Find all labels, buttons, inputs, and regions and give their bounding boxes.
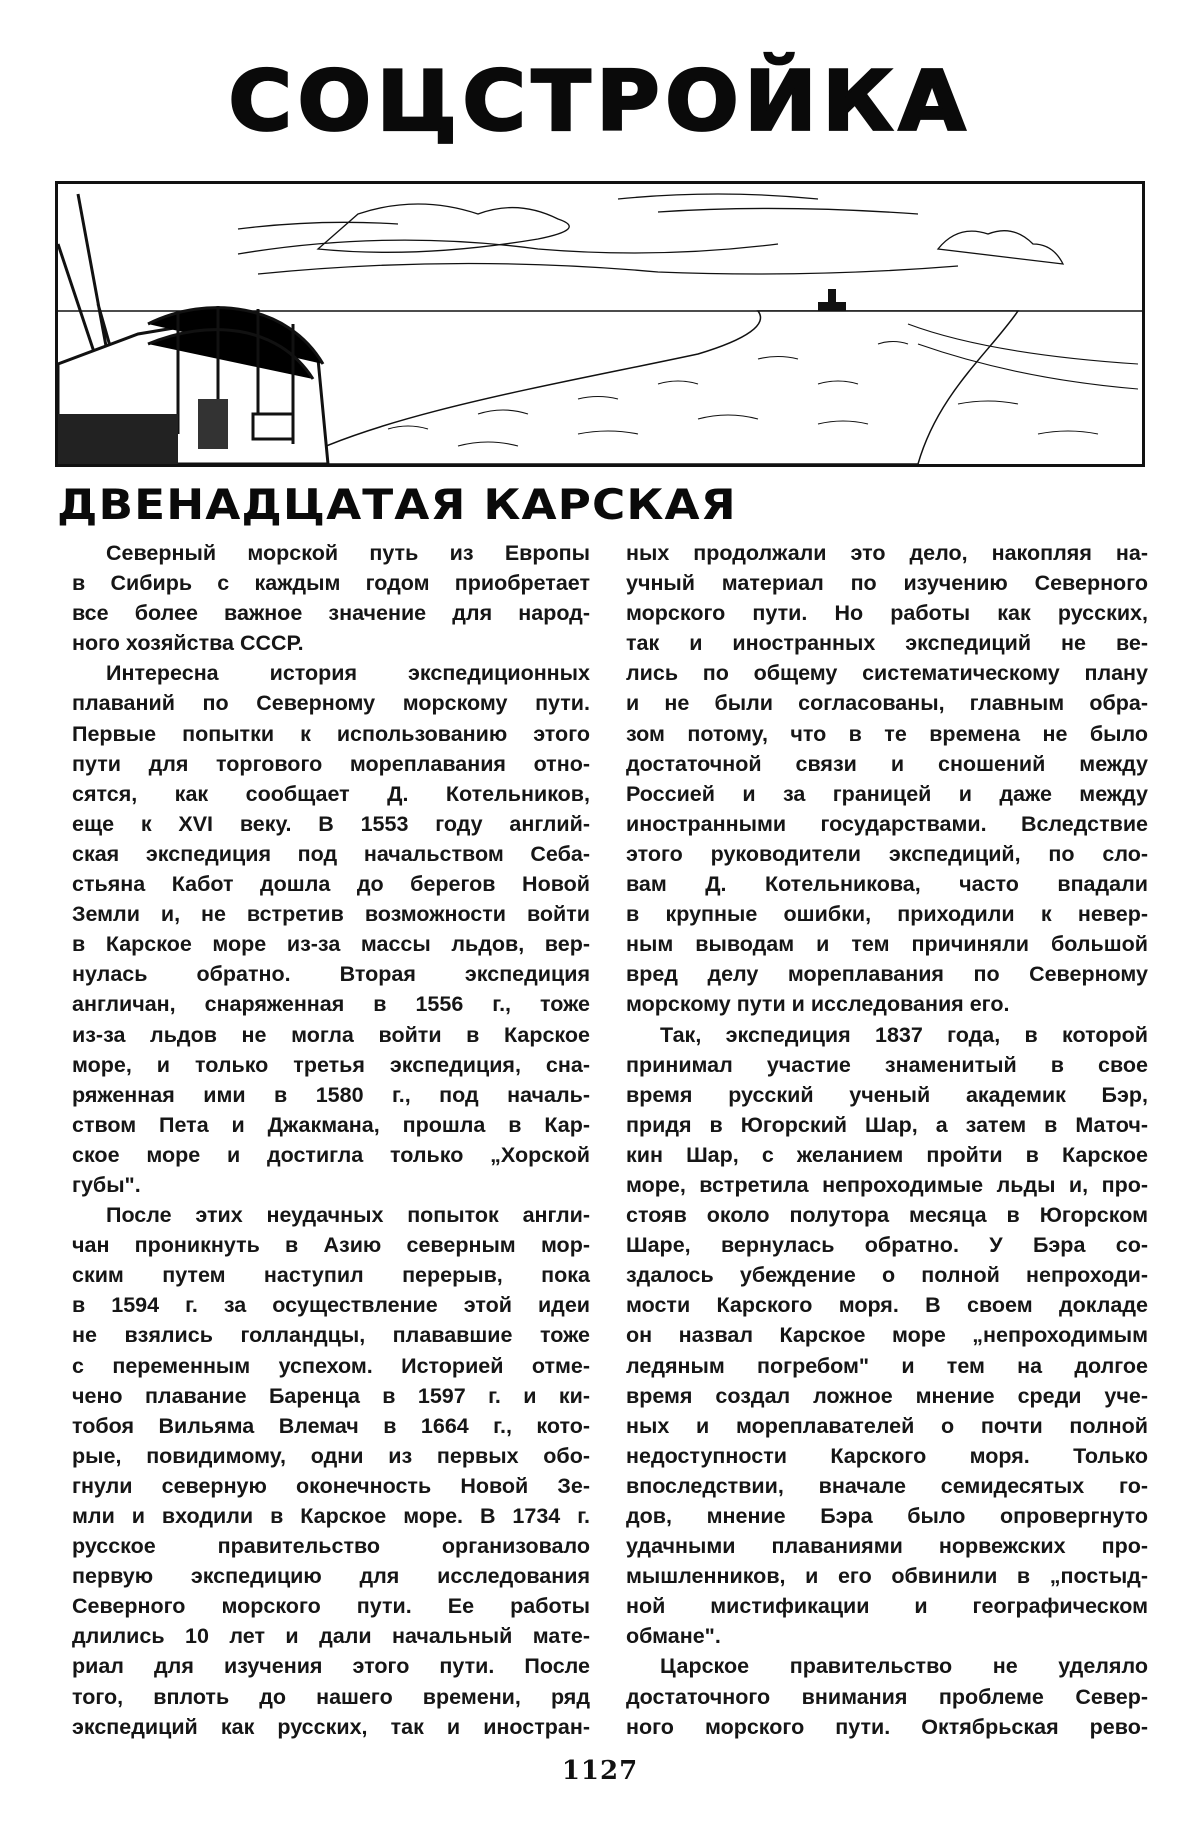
text-line: зом потому, что в те времена не было bbox=[626, 721, 1148, 746]
text-line: в 1594 г. за осуществление этой идеи bbox=[72, 1293, 590, 1318]
text-line: принимал участие знаменитый в свое bbox=[626, 1052, 1148, 1077]
text-line: ного хозяйства СССР. bbox=[72, 631, 304, 656]
header-illustration bbox=[55, 181, 1145, 467]
text-line: ряженная ими в 1580 г., под началь- bbox=[72, 1082, 590, 1107]
text-line: риал для изучения этого пути. После bbox=[72, 1654, 590, 1679]
text-line: Первые попытки к использованию этого bbox=[72, 721, 590, 746]
text-line: лись по общему систематическому плану bbox=[626, 661, 1148, 686]
text-line: не взялись голландцы, плававшие тоже bbox=[72, 1323, 590, 1348]
text-line: ское море и достигла только „Хорской bbox=[72, 1142, 590, 1167]
text-line: время русский ученый академик Бэр, bbox=[626, 1082, 1148, 1107]
text-line: англичан, снаряженная в 1556 г., тоже bbox=[72, 992, 590, 1017]
text-line: так и иностранных экспедиций не ве- bbox=[626, 631, 1148, 656]
text-line: Шаре, вернулась обратно. У Бэра со- bbox=[626, 1233, 1148, 1258]
text-line: дов, мнение Бэра было опровергнуто bbox=[626, 1504, 1148, 1528]
text-line: стояв около полутора месяца в Югорском bbox=[626, 1203, 1148, 1228]
text-line: мости Карского моря. В своем докладе bbox=[626, 1293, 1148, 1318]
text-line: и не были согласованы, главным обра- bbox=[626, 691, 1148, 716]
text-line: После этих неудачных попыток англи- bbox=[106, 1203, 590, 1228]
text-line: вам Д. Котельникова, часто впадали bbox=[626, 872, 1148, 897]
text-line: Так, экспедиция 1837 года, в которой bbox=[660, 1022, 1148, 1047]
text-line: ных и мореплавателей о почти полной bbox=[626, 1413, 1148, 1438]
text-line: стьяна Кабот дошла до берегов Новой bbox=[72, 872, 590, 897]
text-line: пути для торгового мореплавания отно- bbox=[72, 751, 590, 776]
text-line: Россией и за границей и даже между bbox=[626, 781, 1148, 806]
text-line: сятся, как сообщает Д. Котельников, bbox=[72, 781, 590, 806]
text-line: из-за льдов не могла войти в Карское bbox=[72, 1022, 590, 1047]
text-line: ным выводам и тем причиняли большой bbox=[626, 932, 1148, 957]
text-line: чено плавание Баренца в 1597 г. и ки- bbox=[72, 1383, 590, 1408]
text-line: в крупные ошибки, приходили к невер- bbox=[626, 902, 1148, 927]
article-heading: ДВЕНАДЦАТАЯ КАРСКАЯ bbox=[57, 480, 737, 529]
text-line: ного морского пути. Октябрьская рево- bbox=[626, 1714, 1148, 1739]
text-line: морскому пути и исследования его. bbox=[626, 992, 1010, 1017]
text-line: нулась обратно. Вторая экспедиция bbox=[72, 962, 590, 987]
text-line: придя в Югорский Шар, а затем в Маточ- bbox=[626, 1112, 1148, 1137]
text-line: ством Пета и Джакмана, прошла в Кар- bbox=[72, 1112, 590, 1137]
text-line: плаваний по Северному морскому пути. bbox=[72, 691, 590, 716]
text-line: экспедиций как русских, так и иностран- bbox=[72, 1714, 590, 1739]
text-line: достаточной связи и сношений между bbox=[626, 751, 1148, 776]
text-line: он назвал Карское море „непроходимым bbox=[626, 1323, 1148, 1348]
masthead-title: СОЦСТРОЙКА bbox=[228, 54, 972, 150]
text-line: тобоя Вильяма Влемач в 1664 г., кото- bbox=[72, 1413, 590, 1438]
article-column-left bbox=[72, 538, 590, 1742]
text-line: все более важное значение для народ- bbox=[72, 601, 590, 626]
page-number: 1127 bbox=[561, 1756, 639, 1786]
text-line: Интересна история экспедиционных bbox=[106, 661, 590, 686]
text-line: морского пути. Но работы как русских, bbox=[626, 601, 1148, 626]
text-line: ским путем наступил перерыв, пока bbox=[72, 1263, 590, 1288]
text-line: море, встретила непроходимые льды и, про- bbox=[626, 1172, 1148, 1197]
text-line: Северный морской путь из Европы bbox=[106, 541, 590, 565]
text-line: иностранными государствами. Вследствие bbox=[626, 811, 1148, 836]
text-line: мышленников, и его обвинили в „постыд- bbox=[626, 1564, 1148, 1589]
text-line: море, и только третья экспедиция, сна- bbox=[72, 1052, 590, 1077]
text-line: ных продолжали это дело, накопляя на- bbox=[626, 541, 1148, 565]
text-line: чан проникнуть в Азию северным мор- bbox=[72, 1233, 590, 1258]
ship-sea-ice-illustration bbox=[58, 184, 1142, 464]
text-line: учный материал по изучению Северного bbox=[626, 571, 1148, 596]
text-line: рые, повидимому, одни из первых обо- bbox=[72, 1443, 590, 1468]
text-line: губы". bbox=[72, 1172, 141, 1197]
text-line: кин Шар, с желанием пройти в Карское bbox=[626, 1142, 1148, 1167]
text-line: время создал ложное мнение среди уче- bbox=[626, 1383, 1148, 1408]
text-line: ной мистификации и географическом bbox=[626, 1594, 1148, 1619]
text-line: того, вплоть до нашего времени, ряд bbox=[72, 1684, 590, 1709]
text-line: достаточного внимания проблеме Север- bbox=[626, 1684, 1148, 1709]
text-line: гнули северную оконечность Новой Зе- bbox=[72, 1473, 590, 1498]
text-line: Северного морского пути. Ее работы bbox=[72, 1594, 590, 1619]
text-line: еще к XVI веку. В 1553 году англий- bbox=[72, 811, 590, 836]
text-line: первую экспедицию для исследования bbox=[72, 1564, 590, 1589]
text-line: длились 10 лет и дали начальный мате- bbox=[72, 1624, 590, 1649]
text-line: Земли и, не встретив возможности войти bbox=[72, 902, 590, 927]
text-line: впоследствии, вначале семидесятых го- bbox=[626, 1473, 1148, 1498]
text-line: русское правительство организовало bbox=[72, 1534, 590, 1559]
text-line: в Карское море из-за массы льдов, вер- bbox=[72, 932, 590, 957]
text-line: ская экспедиция под начальством Себа- bbox=[72, 841, 590, 866]
text-line: обмане". bbox=[626, 1624, 721, 1649]
text-line: ледяным погребом" и тем на долгое bbox=[626, 1353, 1148, 1378]
article-column-right bbox=[626, 538, 1148, 1742]
text-line: этого руководители экспедиций, по сло- bbox=[626, 841, 1148, 866]
text-line: мли и входили в Карское море. В 1734 г. bbox=[72, 1504, 590, 1528]
text-line: Царское правительство не уделяло bbox=[660, 1654, 1148, 1679]
text-line: в Сибирь с каждым годом приобретает bbox=[72, 571, 590, 596]
text-line: удачными плаваниями норвежских про- bbox=[626, 1534, 1148, 1559]
text-line: здалось убеждение о полной непроходи- bbox=[626, 1263, 1148, 1288]
text-line: с переменным успехом. Историей отме- bbox=[72, 1353, 590, 1378]
text-line: вред делу мореплавания по Северному bbox=[626, 962, 1148, 987]
text-line: недоступности Карского моря. Только bbox=[626, 1443, 1148, 1468]
